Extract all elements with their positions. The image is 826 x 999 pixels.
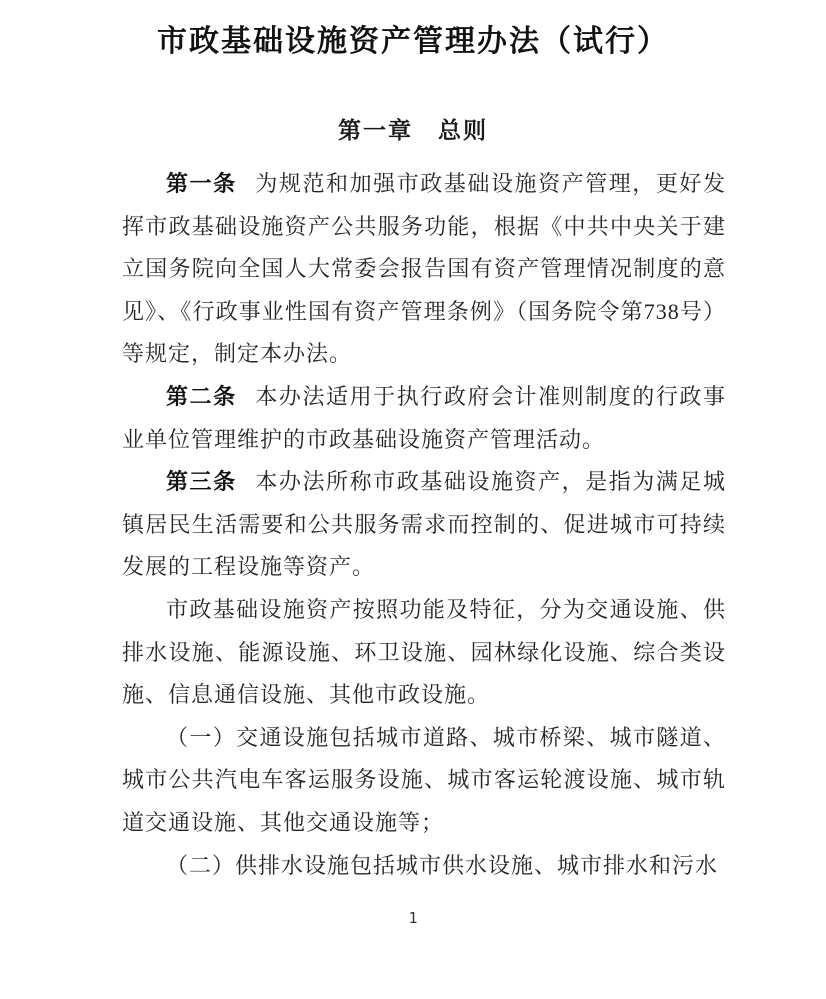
document-title: 市政基础设施资产管理办法（试行）: [157, 25, 669, 58]
article-label: 第二条: [166, 384, 237, 410]
paragraph-text: （一）交通设施包括城市道路、城市桥梁、城市隧道、城市公共汽电车客运服务设施、城市客运轮渡设施、城市轨道交通设施、其他交通设施等；: [122, 724, 726, 835]
article-paragraph: [122, 717, 726, 845]
article-paragraph: [122, 589, 726, 717]
article-label: 第三条: [166, 469, 237, 495]
paragraph-text: 市政基础设施资产按照功能及特征，分为交通设施、供排水设施、能源设施、环卫设施、园林绿化设施、综合类设施、信息通信设施、其他市政设施。: [122, 597, 726, 708]
document-body: [122, 163, 726, 887]
chapter-heading: 第一章 总则: [338, 117, 488, 143]
article-label: 第一条: [166, 171, 237, 197]
article-paragraph: [122, 163, 726, 376]
article-paragraph: [122, 376, 726, 461]
paragraph-text: （二）供排水设施包括城市供水设施、城市排水和污水: [166, 852, 719, 878]
article-paragraph: [122, 461, 726, 589]
paragraph-text: 本办法适用于执行政府会计准则制度的行政事业单位管理维护的市政基础设施资产管理活动。: [122, 384, 726, 452]
paragraph-text: 本办法所称市政基础设施资产，是指为满足城镇居民生活需要和公共服务需求而控制的、促进城市可持续发展的工程设施等资产。: [122, 469, 726, 580]
paragraph-text: 为规范和加强市政基础设施资产管理，更好发挥市政基础设施资产公共服务功能，根据《中共中央关于建立国务院向全国人大常委会报告国有资产管理情况制度的意见》、《行政事业性国有资产管理条例》（国务院令第738号）等规定，制定本办法。: [122, 171, 726, 367]
page-number: 1: [408, 909, 418, 927]
article-paragraph: [122, 845, 726, 888]
